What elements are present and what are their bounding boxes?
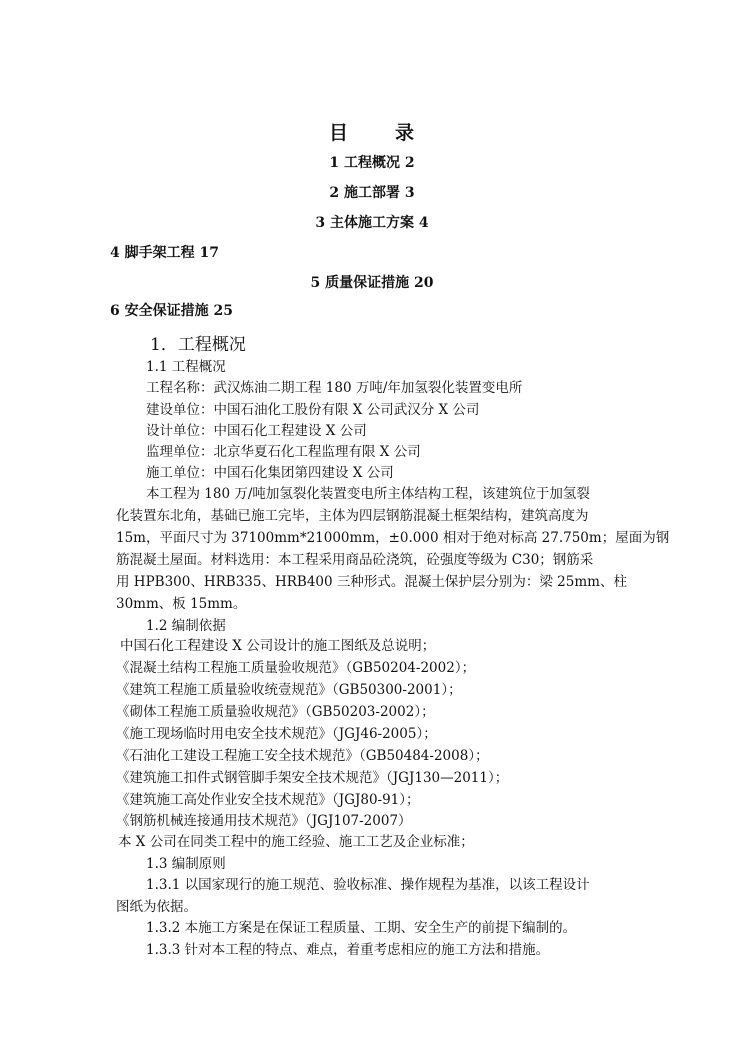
info-line: 监理单位：北京华夏石化工程监理有限 X 公司 <box>146 444 421 460</box>
toc-item-4[interactable]: 4 脚手架工程 17 <box>110 245 219 261</box>
info-line: 施工单位：中国石化集团第四建设 X 公司 <box>146 465 394 481</box>
subsection-heading: 1.1 工程概况 <box>146 359 226 375</box>
overview-line: 用 HPB300、HRB335、HRB400 三种形式。混凝土保护层分别为：梁 25mm、柱 <box>116 574 627 590</box>
toc-item-6[interactable]: 6 安全保证措施 25 <box>110 303 233 319</box>
toc-item-2[interactable]: 2 施工部署 3 <box>329 185 415 201</box>
section-heading: 1．工程概况 <box>150 335 246 355</box>
overview-line: 筋混凝土屋面。材料选用：本工程采用商品砼浇筑，砼强度等级为 C30；钢筋采 <box>116 552 594 568</box>
basis-item: 《建筑施工高处作业安全技术规范》（JGJ80-91）； <box>116 792 420 808</box>
basis-item: 《建筑工程施工质量验收统壹规范》（GB50300-2001）； <box>116 682 462 698</box>
subsection-heading: 1.3 编制原则 <box>146 856 226 872</box>
subsection-heading: 1.2 编制依据 <box>146 618 226 634</box>
overview-line: 15m，平面尺寸为 37100mm*21000mm，±0.000 相对于绝对标高 27.750m；屋面为钢 <box>116 530 670 546</box>
basis-item: 《砌体工程施工质量验收规范》（GB50203-2002）； <box>116 704 435 720</box>
toc-item-1[interactable]: 1 工程概况 2 <box>329 155 415 171</box>
basis-item: 本 X 公司在同类工程中的施工经验、施工工艺及企业标准； <box>118 834 474 850</box>
basis-item: 《混凝土结构工程施工质量验收规范》（GB50204-2002）； <box>116 660 476 676</box>
info-line: 建设单位：中国石油化工股份有限 X 公司武汉分 X 公司 <box>146 402 480 418</box>
overview-line: 本工程为 180 万/吨加氢裂化装置变电所主体结构工程，该建筑位于加氢裂 <box>146 486 590 502</box>
basis-item: 《钢筋机械连接通用技术规范》（JGJ107-2007） <box>116 813 412 829</box>
principle-line: 1.3.1 以国家现行的施工规范、验收标准、操作规程为基准，以该工程设计 <box>146 877 590 893</box>
principle-line: 1.3.2 本施工方案是在保证工程质量、工期、安全生产的前提下编制的。 <box>146 920 577 936</box>
basis-item: 中国石化工程建设 X 公司设计的施工图纸及总说明； <box>120 638 436 654</box>
basis-item: 《建筑施工扣件式钢管脚手架安全技术规范》（JGJ130—2011）； <box>116 770 509 786</box>
basis-item: 《石油化工建设工程施工安全技术规范》（GB50484-2008）； <box>116 748 489 764</box>
principle-line: 图纸为依据。 <box>116 899 197 915</box>
overview-line: 30mm、板 15mm。 <box>116 596 247 612</box>
toc-title <box>0 118 744 145</box>
toc-title-char-2: 录 <box>395 122 416 144</box>
overview-line: 化装置东北角，基础已施工完毕，主体为四层钢筋混凝土框架结构，建筑高度为 <box>116 508 589 524</box>
info-line: 设计单位：中国石化工程建设 X 公司 <box>146 423 367 439</box>
principle-line: 1.3.3 针对本工程的特点、难点，着重考虑相应的施工方法和措施。 <box>146 942 550 958</box>
toc-title-char-1: 目 <box>328 122 349 144</box>
info-line: 工程名称：武汉炼油二期工程 180 万吨/年加氢裂化装置变电所 <box>146 380 523 396</box>
toc-item-5[interactable]: 5 质量保证措施 20 <box>310 275 434 291</box>
toc-item-3[interactable]: 3 主体施工方案 4 <box>315 215 429 231</box>
basis-item: 《施工现场临时用电安全技术规范》（JGJ46-2005）； <box>116 726 437 742</box>
